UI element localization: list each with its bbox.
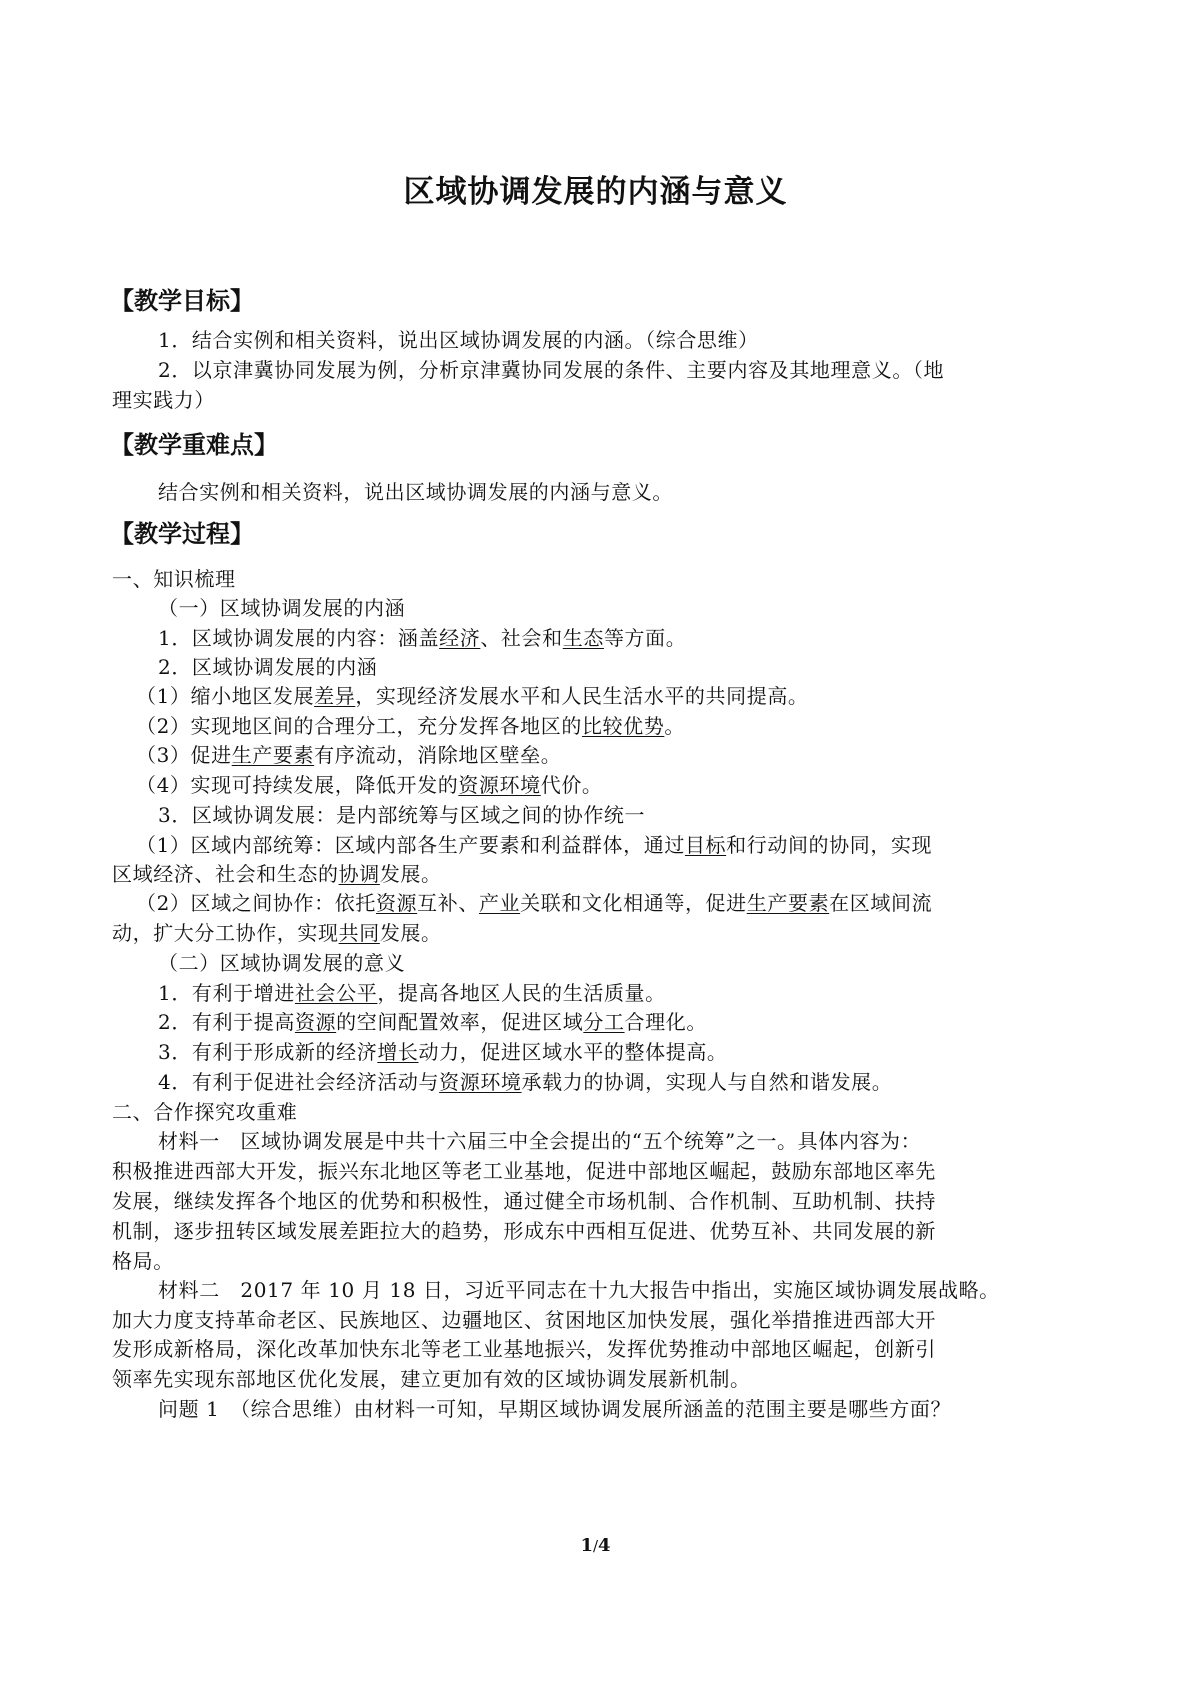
- key-points-text: 结合实例和相关资料，说出区域协调发展的内涵与意义。: [158, 480, 673, 504]
- total-pages: 4: [598, 1535, 611, 1556]
- underlined-term: 协调: [338, 862, 380, 886]
- question-1: 问题 1 （综合思维）由材料一可知，早期区域协调发展所涵盖的范围主要是哪些方面？: [158, 1397, 952, 1421]
- heading-objectives: 【教学目标】: [110, 287, 254, 315]
- text-segment: 发展。: [379, 921, 442, 945]
- text-segment: 、社会和: [480, 626, 563, 650]
- text-segment: 承载力的协调，实现人与自然和谐发展。: [521, 1070, 893, 1094]
- text-segment: 发展。: [379, 862, 442, 886]
- material-2-line-1: 材料二 2017 年 10 月 18 日，习近平同志在十九大报告中指出，实施区域协调发展战略。: [158, 1278, 1000, 1302]
- document-title: 区域协调发展的内涵与意义: [403, 174, 788, 210]
- part-knowledge-title: 一、知识梳理: [112, 567, 236, 591]
- knowledge-sub-2: [136, 711, 1106, 741]
- text-segment: （2）实现地区间的合理分工，充分发挥各地区的: [136, 714, 582, 738]
- current-page: 1: [580, 1535, 593, 1556]
- underlined-term: 共同: [338, 921, 380, 945]
- sub-section-title-1: （一）区域协调发展的内涵: [158, 596, 406, 620]
- part-cooperation-title: 二、合作探究攻重难: [112, 1100, 298, 1124]
- material-1-line-5: 格局。: [112, 1249, 174, 1273]
- knowledge-item-2-title: 2．区域协调发展的内涵: [158, 655, 378, 679]
- underlined-term: 生态: [562, 626, 604, 650]
- underlined-term: 产业: [478, 891, 521, 915]
- underlined-term: 增长: [377, 1040, 419, 1064]
- underlined-term: 资源: [294, 1010, 337, 1034]
- text-segment: 区域经济、社会和生态的: [112, 862, 339, 886]
- underlined-term: 生产要素: [746, 891, 830, 915]
- underlined-term: 目标: [684, 833, 727, 857]
- underlined-term: 资源环境: [458, 773, 541, 797]
- knowledge-sub-1: [136, 681, 1106, 711]
- text-segment: 代价。: [540, 773, 603, 797]
- text-segment: （1）缩小地区发展: [136, 684, 315, 708]
- underlined-term: 比较优势: [581, 714, 665, 738]
- text-segment: 2．有利于提高: [158, 1010, 295, 1034]
- objective-item-2-cont: 理实践力）: [112, 388, 215, 412]
- text-segment: 和行动间的协同，实现: [726, 833, 933, 857]
- material-1-line-3: 发展，继续发挥各个地区的优势和积极性，通过健全市场机制、合作机制、互助机制、扶持: [112, 1189, 936, 1213]
- knowledge-sub3-1-cont: [112, 859, 1082, 889]
- text-segment: 动，扩大分工协作，实现: [112, 921, 339, 945]
- significance-item-4: [158, 1067, 1128, 1097]
- text-segment: 。: [664, 714, 685, 738]
- text-segment: 4．有利于促进社会经济活动与: [158, 1070, 440, 1094]
- underlined-term: 生产要素: [231, 743, 315, 767]
- knowledge-sub3-1: [136, 830, 1106, 860]
- text-segment: 在区域间流: [829, 891, 933, 915]
- text-segment: 的空间配置效率，促进区域: [336, 1010, 584, 1034]
- underlined-term: 差异: [314, 684, 356, 708]
- knowledge-sub-4: [136, 770, 1106, 800]
- text-segment: ，提高各地区人民的生活质量。: [377, 981, 666, 1005]
- underlined-term: 资源: [375, 891, 418, 915]
- page-number: [0, 1533, 1191, 1559]
- text-segment: 3．有利于形成新的经济: [158, 1040, 378, 1064]
- material-1-line-4: 机制，逐步扭转区域发展差距拉大的趋势，形成东中西相互促进、优势互补、共同发展的新: [112, 1219, 936, 1243]
- knowledge-sub3-2: [136, 888, 1106, 918]
- text-segment: 有序流动，消除地区壁垒。: [314, 743, 562, 767]
- underlined-term: 分工: [583, 1010, 625, 1034]
- text-segment: （1）区域内部统筹：区域内部各生产要素和利益群体，通过: [136, 833, 685, 857]
- knowledge-sub3-2-cont: [112, 918, 1082, 948]
- text-segment: 1．区域协调发展的内容：涵盖: [158, 626, 440, 650]
- material-2-line-2: 加大力度支持革命老区、民族地区、边疆地区、贫困地区加快发展，强化举措推进西部大开: [112, 1308, 936, 1332]
- text-segment: （4）实现可持续发展，降低开发的: [136, 773, 459, 797]
- underlined-term: 经济: [439, 626, 481, 650]
- heading-process: 【教学过程】: [110, 520, 254, 548]
- knowledge-item-3-title: 3．区域协调发展：是内部统筹与区域之间的协作统一: [158, 803, 646, 827]
- text-segment: 1．有利于增进: [158, 981, 295, 1005]
- knowledge-item-1: [158, 623, 1128, 653]
- sub-section-title-2: （二）区域协调发展的意义: [158, 951, 406, 975]
- material-1-line-2: 积极推进西部大开发，振兴东北地区等老工业基地，促进中部地区崛起，鼓励东部地区率先: [112, 1159, 936, 1183]
- underlined-term: 社会公平: [294, 981, 378, 1005]
- heading-key-points: 【教学重难点】: [110, 431, 278, 459]
- significance-item-2: [158, 1007, 1128, 1037]
- page-separator: /: [592, 1537, 599, 1555]
- significance-item-1: [158, 978, 1128, 1008]
- underlined-term: 资源环境: [439, 1070, 522, 1094]
- text-segment: 等方面。: [603, 626, 687, 650]
- text-segment: （3）促进: [136, 743, 232, 767]
- material-2-line-4: 领率先实现东部地区优化发展，建立更加有效的区域协调发展新机制。: [112, 1367, 751, 1391]
- text-segment: 互补、: [417, 891, 479, 915]
- text-segment: 合理化。: [624, 1010, 707, 1034]
- knowledge-sub-3: [136, 740, 1106, 770]
- text-segment: （2）区域之间协作：依托: [136, 891, 376, 915]
- material-1-line-1: 材料一 区域协调发展是中共十六届三中全会提出的“五个统筹”之一。具体内容为：: [158, 1129, 922, 1153]
- objective-item-1: 1．结合实例和相关资料，说出区域协调发展的内涵。（综合思维）: [158, 328, 759, 352]
- objective-item-2: 2．以京津冀协同发展为例，分析京津冀协同发展的条件、主要内容及其地理意义。（地: [158, 358, 945, 382]
- text-segment: 关联和文化相通等，促进: [520, 891, 747, 915]
- text-segment: ，实现经济发展水平和人民生活水平的共同提高。: [355, 684, 809, 708]
- material-2-line-3: 发形成新格局，深化改革加快东北等老工业基地振兴，发挥优势推动中部地区崛起，创新引: [112, 1337, 936, 1361]
- text-segment: 动力，促进区域水平的整体提高。: [418, 1040, 728, 1064]
- significance-item-3: [158, 1037, 1128, 1067]
